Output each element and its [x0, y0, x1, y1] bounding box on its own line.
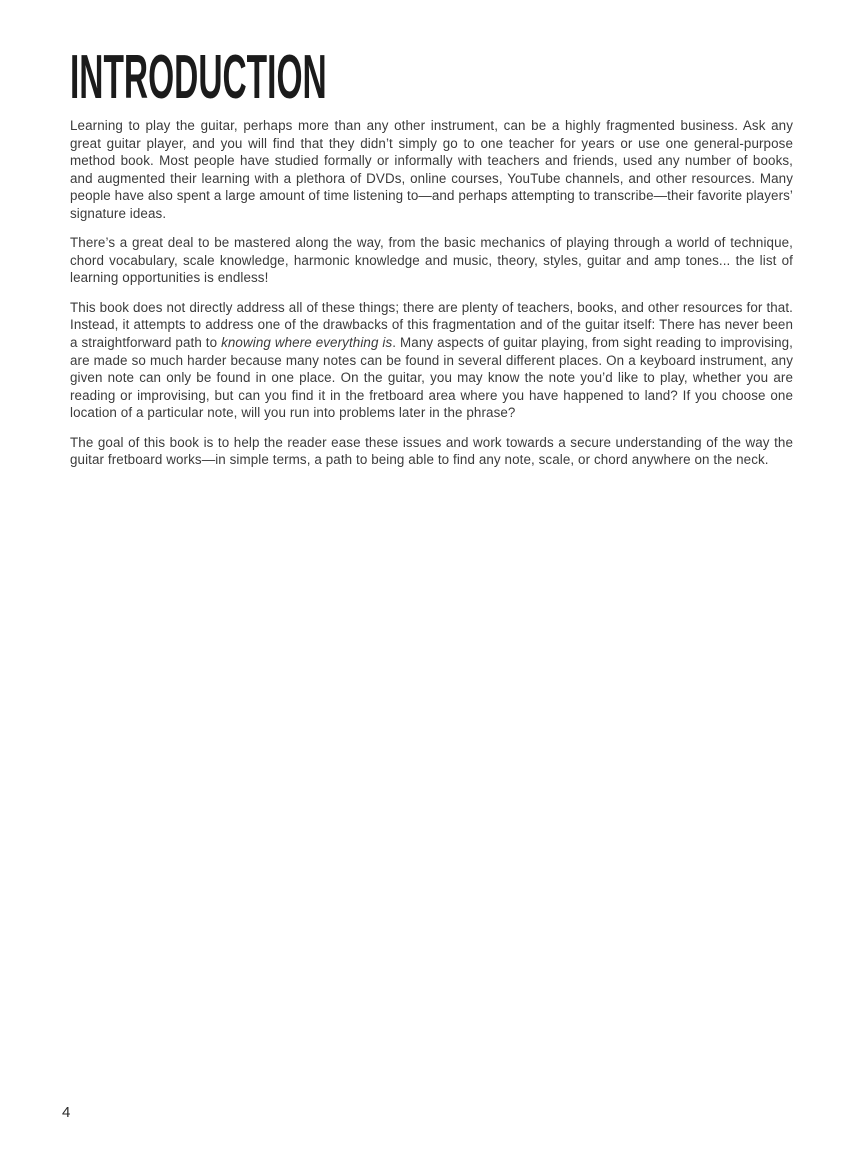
paragraph-4: The goal of this book is to help the reader ease these issues and work towards a secure understanding of the way the guitar fretboard works—in simple terms, a path to being able to find any note, scale, or chord anywhere on the neck. — [70, 434, 793, 468]
page-content — [70, 43, 793, 469]
paragraph-3-pre: This book does not directly address all of these things; there are plenty of teachers, books, and other resources for that. Instead, it attempts to address one of the drawbacks of this fragmentation and of the guitar itself: There has never been a straightforward path to — [70, 299, 793, 351]
intro-paragraphs — [70, 117, 793, 469]
paragraph-1: Learning to play the guitar, perhaps more than any other instrument, can be a highly fragmented business. Ask any great guitar player, and you will find that they didn’t simply go to one teacher for years or use one general-purpose method book. Most people have studied formally or informally with teachers and friends, used any number of books, and augmented their learning with a plethora of DVDs, online courses, YouTube channels, and other resources. Many people have also spent a large amount of time listening to—and perhaps attempting to transcribe—their favorite players’ signature ideas. — [70, 118, 793, 221]
page-number: 4 — [62, 1104, 71, 1121]
page-title: INTRODUCTION — [70, 43, 327, 112]
paragraph-3-italic-phrase: knowing where everything is — [221, 335, 393, 351]
paragraph-3-post: . Many aspects of guitar playing, from sight reading to improvising, are made so much harder because many notes can be found in several different places. On a keyboard instrument, any given note can only be found in one place. On the guitar, you may know the note you’d like to play, whether you are reading or improvising, but can you find it in the fretboard area where you have happened to land? If you choose one location of a particular note, will you run into problems later in the phrase? — [70, 335, 793, 421]
paragraph-3 — [70, 299, 793, 422]
paragraph-2: There’s a great deal to be mastered along the way, from the basic mechanics of playing through a world of technique, chord vocabulary, scale knowledge, harmonic knowledge and music, theory, styles, guitar and amp tones... the list of learning opportunities is endless! — [70, 235, 793, 286]
